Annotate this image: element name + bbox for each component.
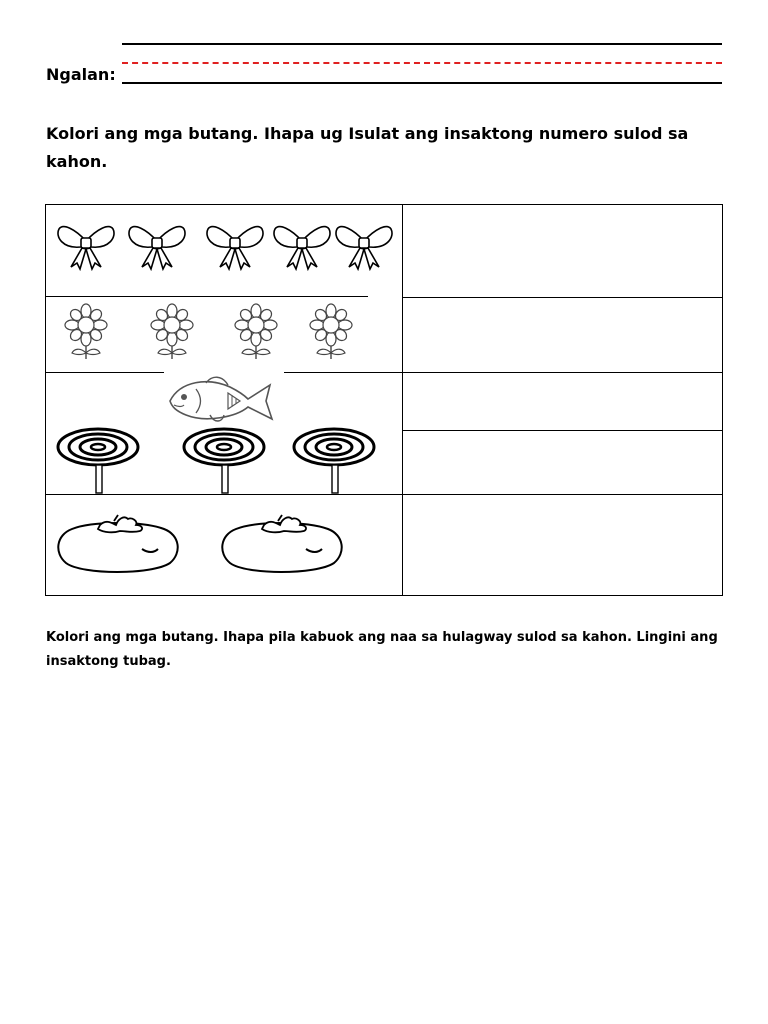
name-guide-dashed-line	[122, 62, 722, 64]
instruction-part2: Kolori ang mga butang. Ihapa pila kabuok ang naa sa hulagway sulod sa kahon. Lingini ang insaktong tubag.	[46, 630, 718, 669]
bow-icon	[126, 219, 188, 271]
answer-box-lollipops[interactable]	[404, 432, 721, 493]
lollipop-icon	[288, 427, 380, 495]
flower-icon	[301, 301, 361, 361]
bow-icon	[55, 219, 117, 271]
row-divider	[46, 494, 722, 495]
flower-icon	[226, 301, 286, 361]
row-divider	[402, 297, 722, 298]
name-label: Ngalan:	[46, 65, 116, 84]
row-divider	[402, 430, 722, 431]
bow-icon	[333, 219, 395, 271]
bow-icon	[271, 219, 333, 271]
table-column-divider	[402, 205, 403, 595]
bow-icon	[204, 219, 266, 271]
answer-box-fish[interactable]	[404, 374, 721, 429]
tomato-icon	[216, 513, 348, 575]
name-field-line[interactable]	[122, 82, 722, 84]
lollipop-icon	[178, 427, 270, 495]
row-divider	[46, 296, 368, 297]
answer-box-flowers[interactable]	[404, 299, 721, 371]
answer-box-bows[interactable]	[404, 206, 721, 295]
answer-box-tomatoes[interactable]	[404, 496, 721, 595]
flower-icon	[56, 301, 116, 361]
tomato-icon	[52, 513, 184, 575]
name-top-line	[122, 43, 722, 45]
row-divider	[46, 372, 722, 373]
lollipop-icon	[52, 427, 144, 495]
flower-icon	[142, 301, 202, 361]
instruction-part1: Kolori ang mga butang. Ihapa ug Isulat ang insaktong numero sulod sa kahon.	[46, 124, 689, 171]
counting-table	[45, 204, 723, 596]
fish-icon	[166, 371, 278, 427]
